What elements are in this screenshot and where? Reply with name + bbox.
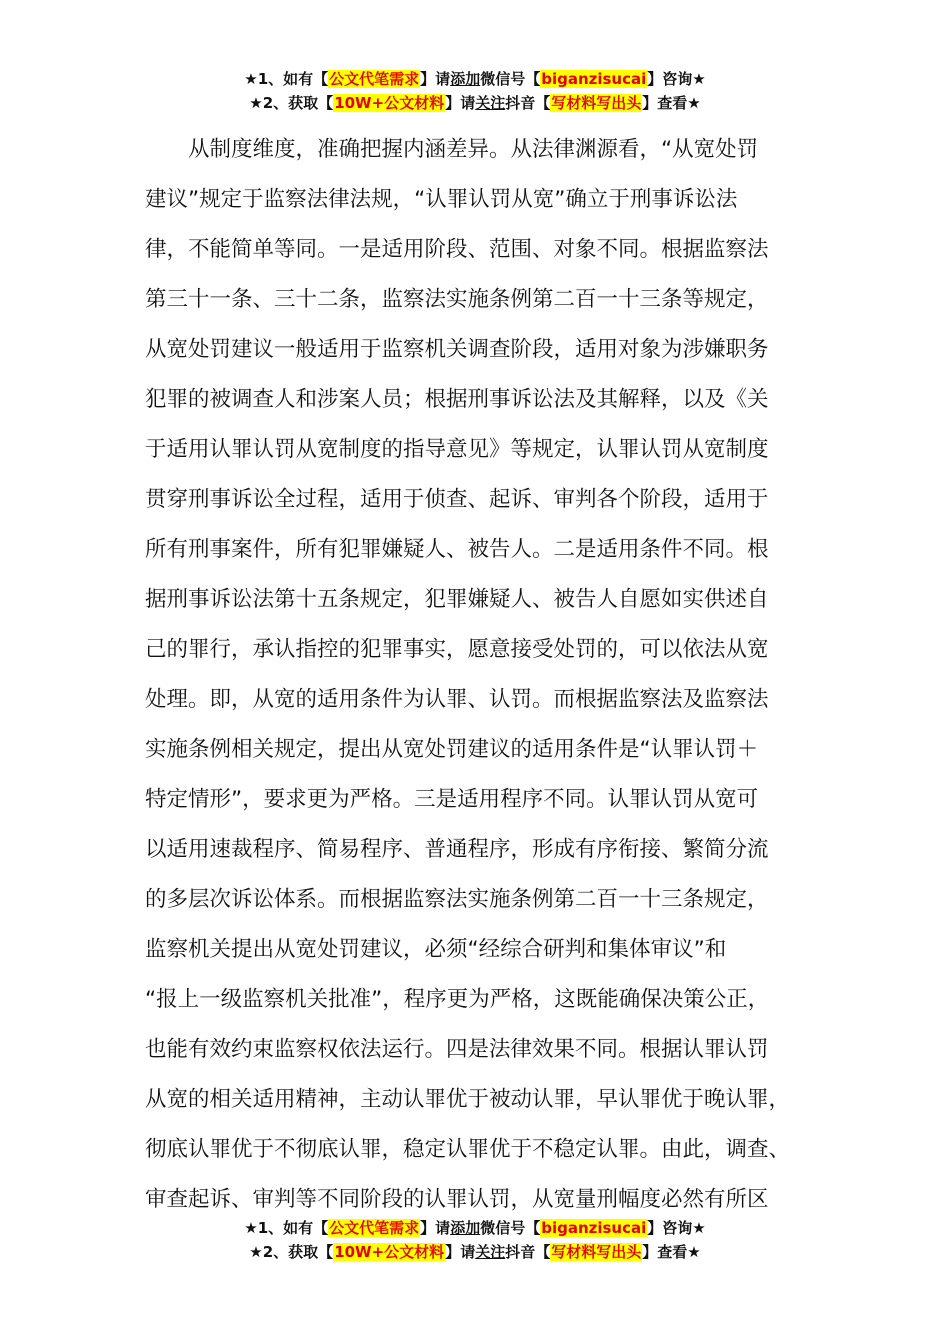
header-line-2-suffix: 】查看★: [642, 94, 701, 112]
footer-line-2-text: 】请: [445, 1243, 476, 1261]
footer-highlight-douyin: 写材料写出头: [551, 1243, 642, 1261]
footer-line-1-suffix: 】咨询★: [647, 1219, 706, 1237]
header-line-1-prefix: ★1、如有【: [244, 70, 329, 88]
footer-line-1-prefix: ★1、如有【: [244, 1219, 329, 1237]
header-highlight-wechat-id: biganzisucai: [541, 70, 647, 88]
header-highlight-materials: 10W+公文材料: [334, 94, 445, 112]
body-line: 所有刑事案件，所有犯罪嫌疑人、被告人。二是适用条件不同。根: [145, 537, 769, 562]
footer-highlight-service: 公文代笔需求: [329, 1219, 420, 1237]
header-line-2: [0, 91, 950, 115]
body-line: 以适用速裁程序、简易程序、普通程序，形成有序衔接、繁简分流: [145, 837, 769, 862]
footer-line-1-text-2: 微信号【: [480, 1219, 541, 1237]
body-line: 的多层次诉讼体系。而根据监察法实施条例第二百一十三条规定，: [145, 887, 769, 912]
body-line: 处理。即，从宽的适用条件为认罪、认罚。而根据监察法及监察法: [145, 687, 769, 712]
header-line-1-suffix: 】咨询★: [647, 70, 706, 88]
body-line: 监察机关提出从宽处罚建议，必须“经综合研判和集体审议”和: [145, 937, 727, 962]
header-line-1-text: 】请: [420, 70, 451, 88]
footer-line-1-text: 】请: [420, 1219, 451, 1237]
header-highlight-service: 公文代笔需求: [329, 70, 420, 88]
header-banner: [0, 67, 950, 115]
header-underlined-follow: 关注: [475, 94, 506, 112]
body-line: 律，不能简单等同。一是适用阶段、范围、对象不同。根据监察法: [145, 237, 769, 262]
header-line-1-text-2: 微信号【: [480, 70, 541, 88]
body-line: 从宽处罚建议一般适用于监察机关调查阶段，适用对象为涉嫌职务: [145, 337, 769, 362]
body-line: 贯穿刑事诉讼全过程，适用于侦查、起诉、审判各个阶段，适用于: [145, 487, 769, 512]
footer-highlight-wechat-id: biganzisucai: [541, 1219, 647, 1237]
header-line-2-prefix: ★2、获取【: [249, 94, 334, 112]
body-line: 彻底认罪优于不彻底认罪，稳定认罪优于不稳定认罪。由此，调查、: [145, 1137, 791, 1162]
footer-underlined-add: 添加: [450, 1219, 481, 1237]
footer-line-2-suffix: 】查看★: [642, 1243, 701, 1261]
footer-line-2-text-2: 抖音【: [505, 1243, 551, 1261]
body-line: 于适用认罪认罚从宽制度的指导意见》等规定，认罪认罚从宽制度: [145, 437, 769, 462]
footer-line-2-prefix: ★2、获取【: [249, 1243, 334, 1261]
body-line: 己的罪行，承认指控的犯罪事实，愿意接受处罚的，可以依法从宽: [145, 637, 769, 662]
header-line-2-text: 】请: [445, 94, 476, 112]
body-line: 特定情形”，要求更为严格。三是适用程序不同。认罪认罚从宽可: [145, 787, 759, 812]
body-line: 实施条例相关规定，提出从宽处罚建议的适用条件是“认罪认罚＋: [145, 737, 759, 762]
header-line-2-text-2: 抖音【: [505, 94, 551, 112]
body-line: “报上一级监察机关批准”，程序更为严格，这既能确保决策公正，: [145, 987, 770, 1012]
body-line: 据刑事诉讼法第十五条规定，犯罪嫌疑人、被告人自愿如实供述自: [145, 587, 769, 612]
footer-banner: [0, 1216, 950, 1264]
header-highlight-douyin: 写材料写出头: [551, 94, 642, 112]
body-line: 也能有效约束监察权依法运行。四是法律效果不同。根据认罪认罚: [145, 1037, 769, 1062]
body-line: 审查起诉、审判等不同阶段的认罪认罚，从宽量刑幅度必然有所区: [145, 1187, 769, 1212]
header-underlined-add: 添加: [450, 70, 481, 88]
body-paragraph: [145, 125, 835, 1225]
footer-highlight-materials: 10W+公文材料: [334, 1243, 445, 1261]
body-line: 犯罪的被调查人和涉案人员；根据刑事诉讼法及其解释，以及《关: [145, 387, 769, 412]
body-line: 第三十一条、三十二条，监察法实施条例第二百一十三条等规定，: [145, 287, 769, 312]
footer-line-1: [0, 1216, 950, 1240]
body-line: 从制度维度，准确把握内涵差异。从法律渊源看，“从宽处罚: [145, 137, 759, 162]
body-line: 从宽的相关适用精神，主动认罪优于被动认罪，早认罪优于晚认罪，: [145, 1087, 791, 1112]
footer-line-2: [0, 1240, 950, 1264]
header-line-1: [0, 67, 950, 91]
body-line: 建议”规定于监察法律法规，“认罪认罚从宽”确立于刑事诉讼法: [145, 187, 738, 212]
footer-underlined-follow: 关注: [475, 1243, 506, 1261]
